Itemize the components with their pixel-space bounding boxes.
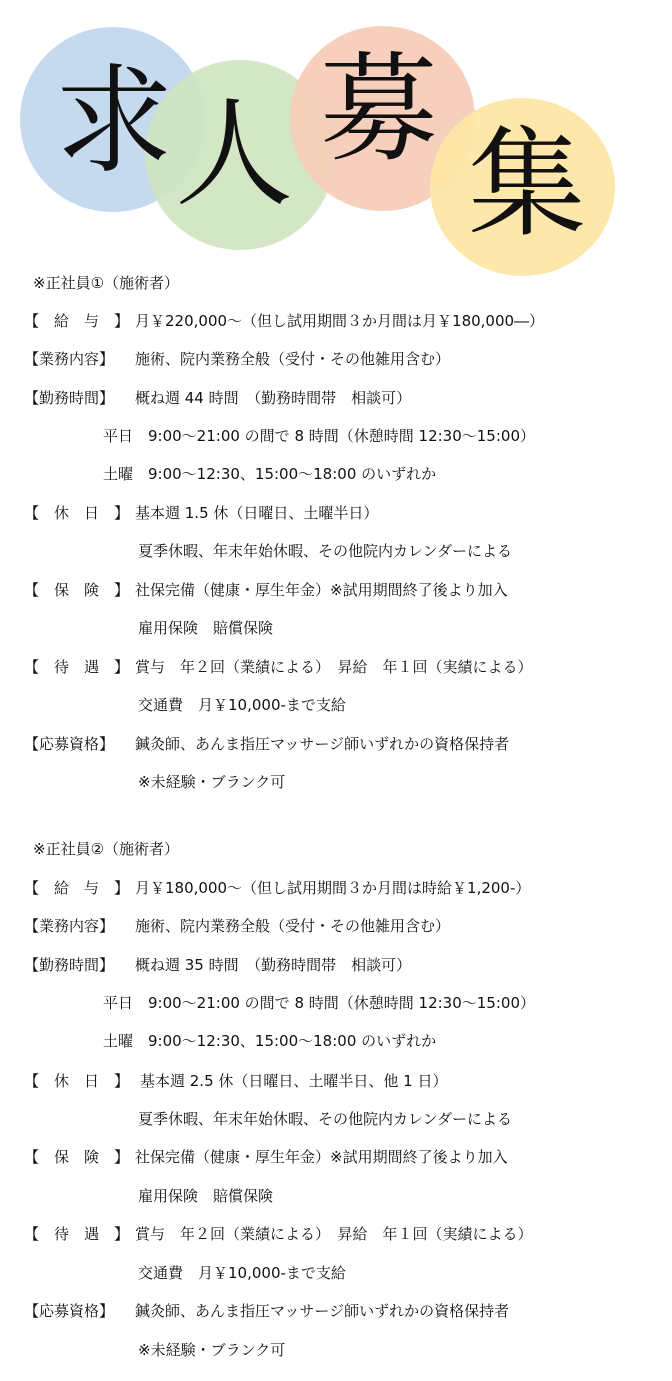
salary-value: 月￥180,000～（但し試用期間３か月間は時給￥1,200-） xyxy=(135,879,531,897)
insurance-label: 【 保 険 】 xyxy=(24,581,130,599)
header-char-4: 集 xyxy=(468,115,587,253)
duties-label: 【業務内容】 xyxy=(24,350,115,368)
saturday-hours: 土曜 9:00～12:30、15:00～18:00 のいずれか xyxy=(103,465,437,483)
saturday-hours: 土曜 9:00～12:30、15:00～18:00 のいずれか xyxy=(103,1032,437,1050)
benefits-label: 【 待 遇 】 xyxy=(24,658,130,676)
qualification-value: 鍼灸師、あんま指圧マッサージ師いずれかの資格保持者 xyxy=(135,1302,510,1320)
job-title: ※正社員①（施術者） xyxy=(33,274,180,292)
duties-label: 【業務内容】 xyxy=(24,917,115,935)
insurance-detail: 雇用保険 賠償保険 xyxy=(138,619,274,637)
benefits-label: 【 待 遇 】 xyxy=(24,1225,130,1243)
holiday-value: 基本週 1.5 休（日曜日、土曜半日） xyxy=(135,504,379,522)
transport-allowance: 交通費 月￥10,000-まで支給 xyxy=(138,696,346,714)
qualification-label: 【応募資格】 xyxy=(24,1302,115,1320)
benefits-value: 賞与 年２回（業績による） 昇給 年１回（実績による） xyxy=(135,1225,533,1243)
holiday-label: 【 休 日 】 xyxy=(24,504,130,522)
weekday-hours: 平日 9:00～21:00 の間で 8 時間（休憩時間 12:30～15:00） xyxy=(103,994,535,1012)
insurance-detail: 雇用保険 賠償保険 xyxy=(138,1187,274,1205)
header-char-1: 求 xyxy=(55,52,174,190)
hours-value: 概ね週 44 時間 （勤務時間帯 相談可） xyxy=(135,389,412,407)
qualification-label: 【応募資格】 xyxy=(24,735,115,753)
header-char-2: 人 xyxy=(175,85,294,223)
holiday-label: 【 休 日 】 xyxy=(24,1072,130,1090)
qualification-note: ※未経験・ブランク可 xyxy=(138,1341,286,1359)
benefits-value: 賞与 年２回（業績による） 昇給 年１回（実績による） xyxy=(135,658,533,676)
holiday-detail: 夏季休暇、年末年始休暇、その他院内カレンダーによる xyxy=(138,542,513,560)
holiday-value: 基本週 2.5 休（日曜日、土曜半日、他 1 日） xyxy=(140,1072,448,1090)
hours-label: 【勤務時間】 xyxy=(24,389,115,407)
hours-label: 【勤務時間】 xyxy=(24,956,115,974)
transport-allowance: 交通費 月￥10,000-まで支給 xyxy=(138,1264,346,1282)
duties-value: 施術、院内業務全般（受付・その他雑用含む） xyxy=(135,350,451,368)
insurance-value: 社保完備（健康・厚生年金）※試用期間終了後より加入 xyxy=(135,1148,508,1166)
qualification-note: ※未経験・ブランク可 xyxy=(138,773,286,791)
hours-value: 概ね週 35 時間 （勤務時間帯 相談可） xyxy=(135,956,412,974)
insurance-value: 社保完備（健康・厚生年金）※試用期間終了後より加入 xyxy=(135,581,508,599)
salary-label: 【 給 与 】 xyxy=(24,879,130,897)
header-char-3: 募 xyxy=(320,40,439,178)
salary-label: 【 給 与 】 xyxy=(24,312,130,330)
insurance-label: 【 保 険 】 xyxy=(24,1148,130,1166)
recruitment-header xyxy=(0,0,672,275)
salary-value: 月￥220,000～（但し試用期間３か月間は月￥180,000―） xyxy=(135,312,545,330)
qualification-value: 鍼灸師、あんま指圧マッサージ師いずれかの資格保持者 xyxy=(135,735,510,753)
weekday-hours: 平日 9:00～21:00 の間で 8 時間（休憩時間 12:30～15:00） xyxy=(103,427,535,445)
job-title: ※正社員②（施術者） xyxy=(33,840,180,858)
duties-value: 施術、院内業務全般（受付・その他雑用含む） xyxy=(135,917,451,935)
holiday-detail: 夏季休暇、年末年始休暇、その他院内カレンダーによる xyxy=(138,1110,513,1128)
